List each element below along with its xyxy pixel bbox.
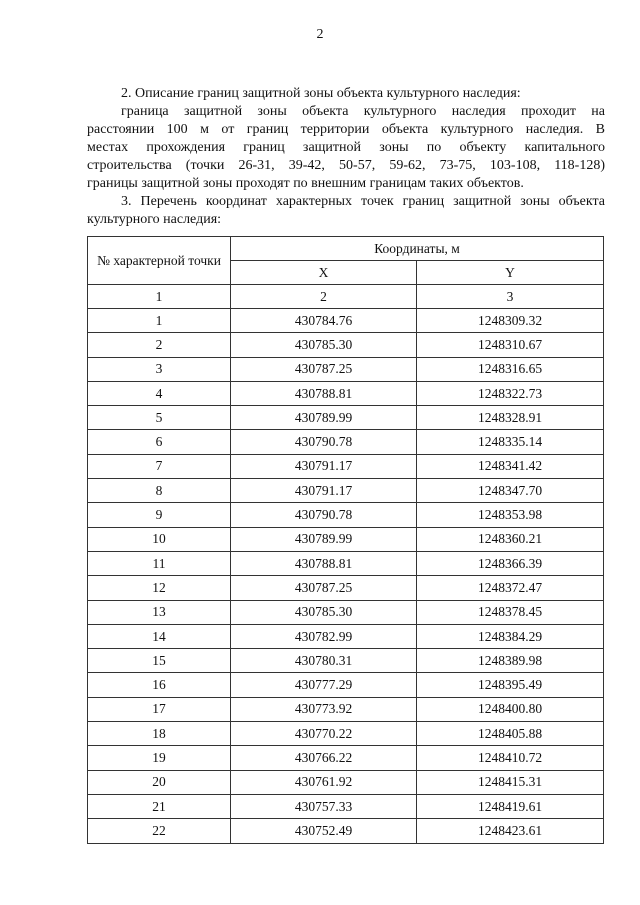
table-row: [88, 527, 604, 551]
y-coordinate-cell: 1248322.73: [417, 381, 604, 405]
column-number-2: 2: [231, 285, 417, 309]
x-coordinate-cell: 430766.22: [231, 746, 417, 770]
point-number-cell: 1: [88, 309, 231, 333]
y-coordinate-cell: 1248415.31: [417, 770, 604, 794]
section-2-line-2: расстоянии 100 м от границ территории объекта культурного наследия. В: [87, 122, 605, 137]
point-number-cell: 17: [88, 697, 231, 721]
table-row: [88, 624, 604, 648]
y-coordinate-cell: 1248410.72: [417, 746, 604, 770]
x-coordinate-cell: 430761.92: [231, 770, 417, 794]
table-row: [88, 406, 604, 430]
table-row: [88, 722, 604, 746]
table-row: [88, 794, 604, 818]
y-coordinate-cell: 1248366.39: [417, 551, 604, 575]
x-coordinate-cell: 430788.81: [231, 381, 417, 405]
table-body: [88, 309, 604, 844]
x-coordinate-cell: 430789.99: [231, 527, 417, 551]
header-x: X: [231, 261, 417, 285]
point-number-cell: 19: [88, 746, 231, 770]
x-coordinate-cell: 430757.33: [231, 794, 417, 818]
y-coordinate-cell: 1248378.45: [417, 600, 604, 624]
x-coordinate-cell: 430785.30: [231, 333, 417, 357]
x-coordinate-cell: 430782.99: [231, 624, 417, 648]
coordinates-table: [87, 236, 604, 844]
section-2-heading: 2. Описание границ защитной зоны объекта культурного наследия:: [121, 86, 521, 101]
y-coordinate-cell: 1248405.88: [417, 722, 604, 746]
point-number-cell: 4: [88, 381, 231, 405]
table-row: [88, 430, 604, 454]
table-row: [88, 600, 604, 624]
table-row: [88, 551, 604, 575]
y-coordinate-cell: 1248372.47: [417, 576, 604, 600]
table-row: [88, 479, 604, 503]
y-coordinate-cell: 1248309.32: [417, 309, 604, 333]
point-number-cell: 13: [88, 600, 231, 624]
section-3-heading-line-2: культурного наследия:: [87, 212, 222, 227]
header-coordinates: Координаты, м: [231, 237, 604, 261]
y-coordinate-cell: 1248353.98: [417, 503, 604, 527]
point-number-cell: 10: [88, 527, 231, 551]
point-number-cell: 5: [88, 406, 231, 430]
x-coordinate-cell: 430785.30: [231, 600, 417, 624]
y-coordinate-cell: 1248419.61: [417, 794, 604, 818]
y-coordinate-cell: 1248347.70: [417, 479, 604, 503]
section-2-line-3: местах прохождения границ защитной зоны по объекту капитального: [87, 140, 605, 155]
header-y: Y: [417, 261, 604, 285]
table-row: [88, 770, 604, 794]
point-number-cell: 18: [88, 722, 231, 746]
point-number-cell: 22: [88, 819, 231, 843]
point-number-cell: 6: [88, 430, 231, 454]
x-coordinate-cell: 430787.25: [231, 576, 417, 600]
section-2: [87, 85, 605, 229]
table-row: [88, 381, 604, 405]
x-coordinate-cell: 430777.29: [231, 673, 417, 697]
table-row: [88, 819, 604, 843]
table-row: [88, 333, 604, 357]
y-coordinate-cell: 1248423.61: [417, 819, 604, 843]
y-coordinate-cell: 1248310.67: [417, 333, 604, 357]
table-row: [88, 454, 604, 478]
x-coordinate-cell: 430790.78: [231, 430, 417, 454]
section-2-line-1: граница защитной зоны объекта культурного наследия проходит на: [121, 104, 605, 119]
point-number-cell: 16: [88, 673, 231, 697]
x-coordinate-cell: 430770.22: [231, 722, 417, 746]
x-coordinate-cell: 430791.17: [231, 479, 417, 503]
y-coordinate-cell: 1248328.91: [417, 406, 604, 430]
x-coordinate-cell: 430790.78: [231, 503, 417, 527]
point-number-cell: 2: [88, 333, 231, 357]
section-2-line-4: строительства (точки 26-31, 39-42, 50-57, 59-62, 73-75, 103-108, 118-128): [87, 158, 605, 173]
table-row: [88, 309, 604, 333]
table-row: [88, 697, 604, 721]
x-coordinate-cell: 430789.99: [231, 406, 417, 430]
point-number-cell: 12: [88, 576, 231, 600]
table-row: [88, 357, 604, 381]
x-coordinate-cell: 430752.49: [231, 819, 417, 843]
table-row: [88, 649, 604, 673]
point-number-cell: 20: [88, 770, 231, 794]
point-number-cell: 14: [88, 624, 231, 648]
x-coordinate-cell: 430788.81: [231, 551, 417, 575]
y-coordinate-cell: 1248316.65: [417, 357, 604, 381]
y-coordinate-cell: 1248341.42: [417, 454, 604, 478]
point-number-cell: 7: [88, 454, 231, 478]
x-coordinate-cell: 430787.25: [231, 357, 417, 381]
y-coordinate-cell: 1248384.29: [417, 624, 604, 648]
y-coordinate-cell: 1248335.14: [417, 430, 604, 454]
table-row: [88, 503, 604, 527]
point-number-cell: 11: [88, 551, 231, 575]
point-number-cell: 3: [88, 357, 231, 381]
y-coordinate-cell: 1248360.21: [417, 527, 604, 551]
y-coordinate-cell: 1248395.49: [417, 673, 604, 697]
column-number-1: 1: [88, 285, 231, 309]
table-row: [88, 746, 604, 770]
point-number-cell: 9: [88, 503, 231, 527]
point-number-cell: 15: [88, 649, 231, 673]
y-coordinate-cell: 1248400.80: [417, 697, 604, 721]
x-coordinate-cell: 430773.92: [231, 697, 417, 721]
table-row: [88, 673, 604, 697]
section-3-heading-line-1: 3. Перечень координат характерных точек границ защитной зоны объекта: [121, 194, 605, 209]
section-2-line-5: границы защитной зоны проходят по внешним границам таких объектов.: [87, 176, 524, 191]
x-coordinate-cell: 430791.17: [231, 454, 417, 478]
x-coordinate-cell: 430780.31: [231, 649, 417, 673]
point-number-cell: 8: [88, 479, 231, 503]
table-row: [88, 576, 604, 600]
y-coordinate-cell: 1248389.98: [417, 649, 604, 673]
page-number: 2: [316, 27, 324, 42]
point-number-cell: 21: [88, 794, 231, 818]
header-point-number: № характерной точки: [88, 237, 231, 285]
column-number-3: 3: [417, 285, 604, 309]
x-coordinate-cell: 430784.76: [231, 309, 417, 333]
